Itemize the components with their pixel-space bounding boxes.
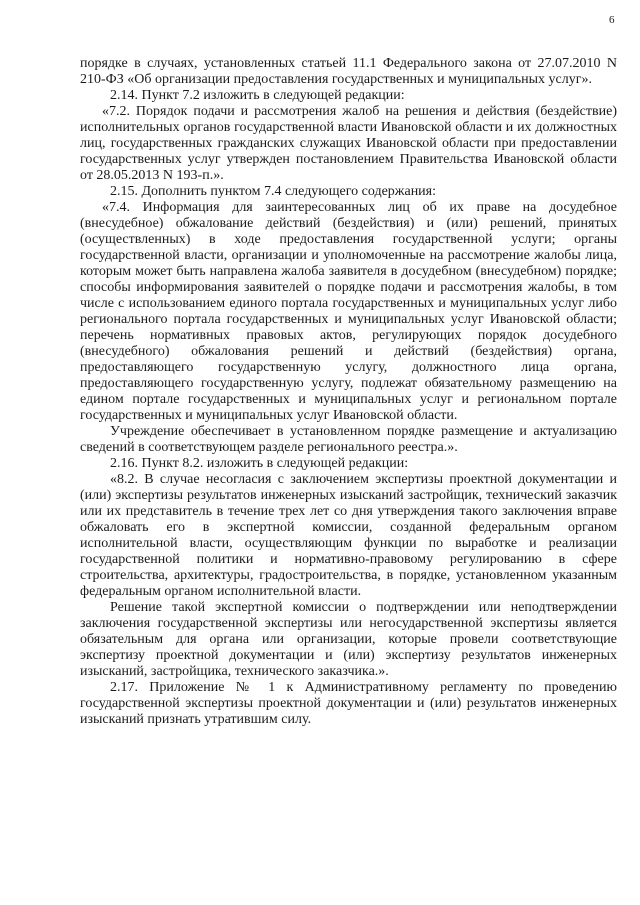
paragraph-2-14: 2.14. Пункт 7.2 изложить в следующей редакции: bbox=[110, 88, 405, 103]
paragraph-quote-8-2: «8.2. В случае несогласия с заключением экспертизы проектной документации и (или) экспертизы результатов инженерных изысканий застройщик, технический заказчик или их представитель в течение трех лет со дня утверждения такого заключения вправе обжаловать его в экспертной комиссии, созданной федеральным органом исполнительной власти, осуществляющим функции по выработке и реализации государственной политики и нормативно-правовому регулированию в сфере строительства, архитектуры, градостроительства, в порядке, установленном указанным федеральным органом исполнительной власти. bbox=[80, 472, 617, 599]
paragraph-commission-decision: Решение такой экспертной комиссии о подтверждении или неподтверждении заключения государственной экспертизы или негосударственной экспертизы является обязательным для органа или организации, которые провели соответствующие экспертизу проектной документации и (или) экспертизу результатов инженерных изысканий, застройщика, технического заказчика.». bbox=[80, 600, 617, 679]
paragraph-institution: Учреждение обеспечивает в установленном порядке размещение и актуализацию сведений в соответствующем разделе регионального реестра.». bbox=[80, 424, 617, 455]
paragraph-2-15: 2.15. Дополнить пунктом 7.4 следующего содержания: bbox=[110, 184, 437, 199]
page-number: 6 bbox=[609, 14, 615, 26]
paragraph-quote-7-4: «7.4. Информация для заинтересованных лиц об их праве на досудебное (внесудебное) обжалование действий (бездействия) и (или) решений, принятых (осуществленных) в ходе предоставления государственной услуги; органы государственной власти, организации и уполномоченные на рассмотрение жалобы лица, которым может быть направлена жалоба заявителя в досудебном (внесудебном) порядке; способы информирования заявителей о порядке подачи и рассмотрения жалобы, в том числе с использованием единого портала государственных и муниципальных услуг либо регионального портала государственных и муниципальных услуг Ивановской области; перечень нормативных правовых актов, регулирующих порядок досудебного (внесудебного) обжалования решений и действий (бездействия) органа, предоставляющего государственную услугу, должностного лица органа, предоставляющего государственную услугу, подлежат обязательному размещению на едином портале государственных и муниципальных услуг и региональном портале государственных и муниципальных услуг Ивановской области. bbox=[80, 200, 617, 423]
paragraph-quote-7-2: «7.2. Порядок подачи и рассмотрения жалоб на решения и действия (бездействие) исполнительных органов государственной власти Ивановской области и их должностных лиц, государственных гражданских служащих Ивановской области при предоставлении государственных услуг утвержден постановлением Правительства Ивановской области от 28.05.2013 N 193-п.». bbox=[80, 104, 617, 183]
paragraph-2-17: 2.17. Приложение № 1 к Административному регламенту по проведению государственной экспертизы проектной документации и (или) результатов инженерных изысканий признать утратившим силу. bbox=[80, 680, 617, 727]
paragraph-2-16: 2.16. Пункт 8.2. изложить в следующей редакции: bbox=[110, 456, 409, 471]
paragraph-continuation: порядке в случаях, установленных статьей 11.1 Федерального закона от 27.07.2010 N 210-ФЗ «Об организации предоставления государственных и муниципальных услуг». bbox=[80, 56, 617, 87]
document-body bbox=[80, 56, 617, 728]
